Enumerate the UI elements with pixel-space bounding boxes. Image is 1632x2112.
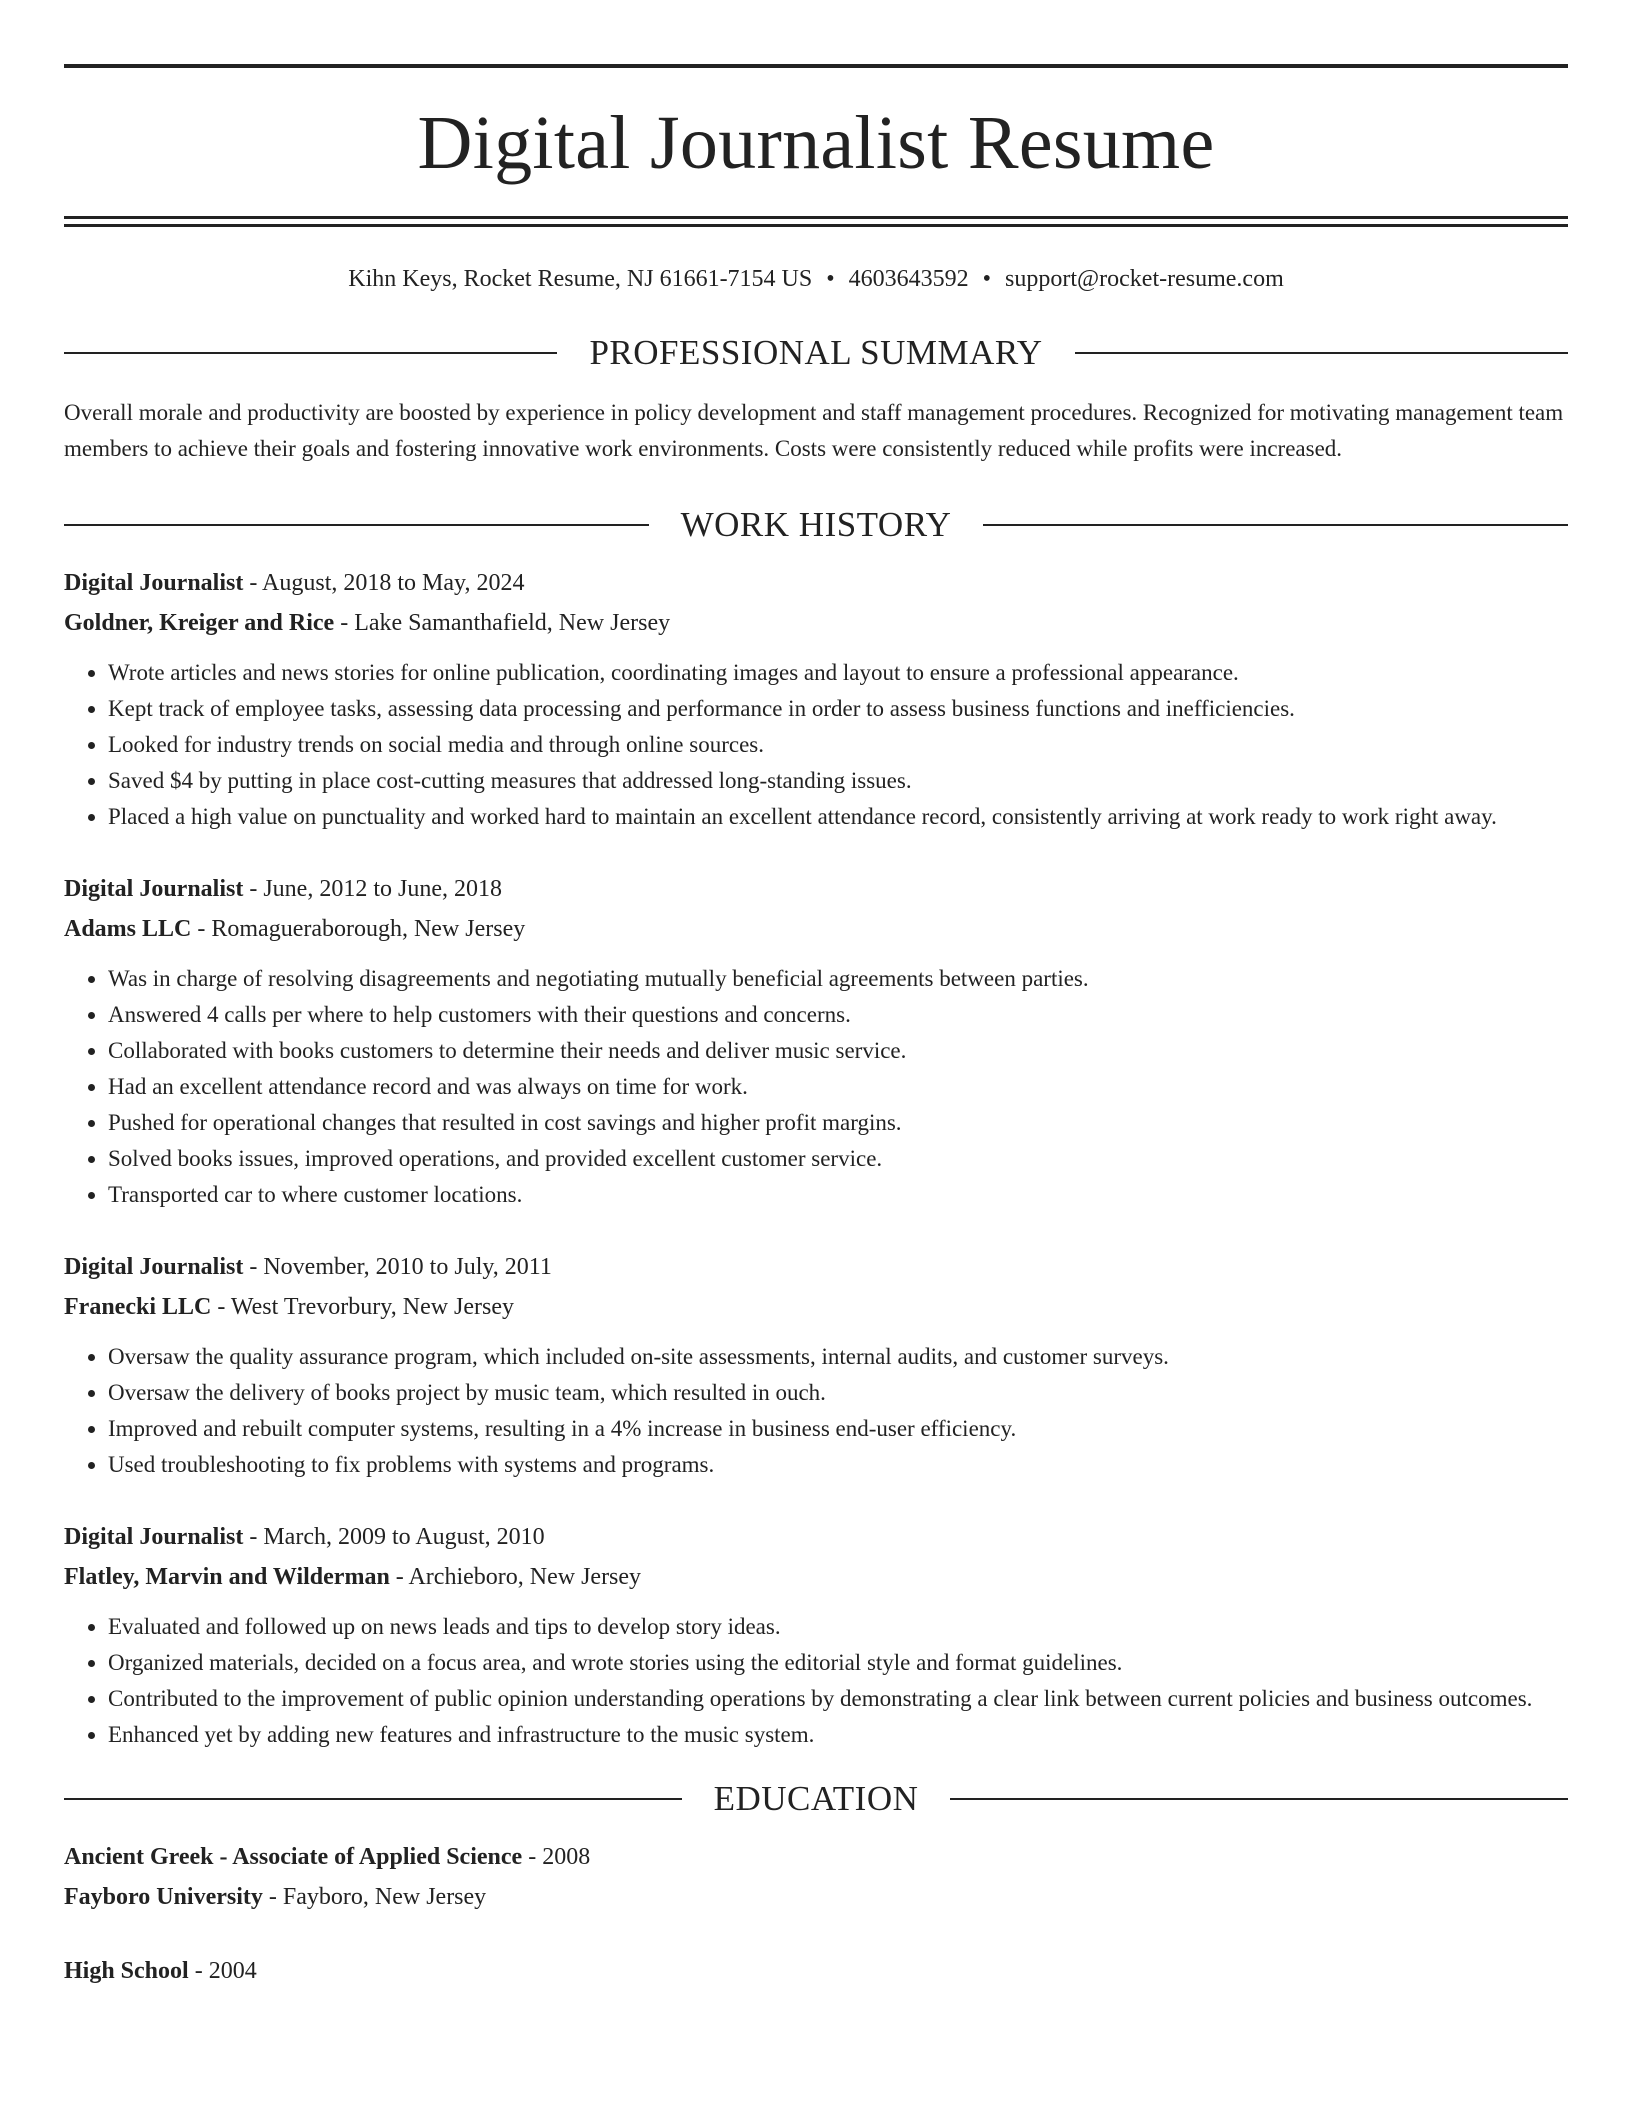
contact-phone: 4603643592 (848, 266, 969, 292)
job-entry (64, 869, 1568, 1213)
dash: - (262, 1884, 283, 1910)
edu-degree: Ancient Greek - Associate of Applied Science (64, 1844, 523, 1870)
contact-separator: • (826, 266, 835, 292)
edu-degree-line (64, 1951, 1568, 1991)
summary-text: Overall morale and productivity are boosted by experience in policy development and staff management procedures. Recognized for motivating management team members to achieve their goals and fostering innovative work environments. Costs were consistently reduced while profits were increased. (64, 400, 1564, 461)
section-heading-work-history (64, 505, 1568, 545)
contact-line (64, 263, 1568, 295)
job-bullet: • Organized materials, decided on a focus area, and wrote stories using the editorial style and format guidelines. (108, 1645, 1568, 1681)
job-title-line (64, 1517, 1568, 1557)
job-bullet: • Solved books issues, improved operations, and provided excellent customer service. (108, 1141, 1568, 1177)
job-bullets (64, 655, 1568, 835)
job-title-line (64, 1247, 1568, 1287)
section-heading-education (64, 1779, 1568, 1819)
section-title: WORK HISTORY (680, 505, 952, 544)
section-title: EDUCATION (713, 1779, 919, 1818)
heading-rule-right (950, 1798, 1568, 1800)
job-company: Goldner, Kreiger and Rice (64, 610, 335, 636)
edu-degree-line (64, 1837, 1568, 1877)
job-company-line (64, 1557, 1568, 1597)
job-title-line (64, 869, 1568, 909)
job-bullet: • Wrote articles and news stories for online publication, coordinating images and layout to ensure a professional appearance. (108, 655, 1568, 691)
page-title: Digital Journalist Resume (417, 101, 1215, 185)
work-history-list (64, 563, 1568, 1753)
job-bullets (64, 961, 1568, 1213)
edu-school-line (64, 1877, 1568, 1917)
job-entry (64, 563, 1568, 835)
job-title: Digital Journalist (64, 876, 244, 902)
dash: - (188, 1958, 209, 1984)
job-bullets (64, 1339, 1568, 1483)
job-dates: March, 2009 to August, 2010 (263, 1524, 545, 1550)
job-company: Flatley, Marvin and Wilderman (64, 1564, 390, 1590)
job-bullet: • Answered 4 calls per where to help customers with their questions and concerns. (108, 997, 1568, 1033)
edu-school: Fayboro University (64, 1884, 263, 1910)
job-title: Digital Journalist (64, 570, 244, 596)
job-company-line (64, 1287, 1568, 1327)
heading-rule-left (64, 1798, 682, 1800)
job-title: Digital Journalist (64, 1524, 244, 1550)
job-bullet: • Placed a high value on punctuality and worked hard to maintain an excellent attendance record, consistently arriving at work ready to work right away. (108, 799, 1568, 835)
job-bullet: • Kept track of employee tasks, assessing data processing and performance in order to assess business functions and inefficiencies. (108, 691, 1568, 727)
job-entry (64, 1247, 1568, 1483)
job-bullet: • Oversaw the quality assurance program, which included on-site assessments, internal audits, and customer surveys. (108, 1339, 1568, 1375)
contact-separator: • (982, 266, 992, 292)
dash: - (334, 610, 355, 636)
job-bullet: • Used troubleshooting to fix problems with systems and programs. (108, 1447, 1568, 1483)
job-bullet: • Transported car to where customer locations. (108, 1177, 1568, 1213)
section-heading-summary (64, 333, 1568, 373)
job-company: Franecki LLC (64, 1294, 212, 1320)
job-company-line (64, 603, 1568, 643)
job-bullet: • Had an excellent attendance record and was always on time for work. (108, 1069, 1568, 1105)
dash: - (243, 876, 264, 902)
job-title-line (64, 563, 1568, 603)
heading-rule-left (64, 524, 649, 526)
section-title: PROFESSIONAL SUMMARY (589, 333, 1043, 372)
job-company-line (64, 909, 1568, 949)
title-double-rule (64, 216, 1568, 227)
job-entry (64, 1517, 1568, 1753)
job-company: Adams LLC (64, 916, 192, 942)
job-bullet: • Contributed to the improvement of public opinion understanding operations by demonstrating a clear link between current policies and business outcomes. (108, 1681, 1568, 1717)
job-title: Digital Journalist (64, 1254, 244, 1280)
job-bullet: • Pushed for operational changes that resulted in cost savings and higher profit margins. (108, 1105, 1568, 1141)
dash: - (243, 570, 263, 596)
education-entry (64, 1837, 1568, 1917)
top-rule (64, 64, 1568, 68)
contact-email: support@rocket-resume.com (1005, 266, 1284, 292)
edu-year: 2008 (542, 1844, 591, 1870)
education-entry (64, 1951, 1568, 1991)
job-bullet: • Saved $4 by putting in place cost-cutting measures that addressed long-standing issues. (108, 763, 1568, 799)
dash: - (211, 1294, 231, 1320)
job-bullet: • Looked for industry trends on social media and through online sources. (108, 727, 1568, 763)
job-bullet: • Was in charge of resolving disagreements and negotiating mutually beneficial agreements between parties. (108, 961, 1568, 997)
job-bullet: • Enhanced yet by adding new features and infrastructure to the music system. (108, 1717, 1568, 1753)
dash: - (243, 1254, 264, 1280)
dash: - (243, 1524, 264, 1550)
edu-degree: High School (64, 1958, 189, 1984)
dash: - (389, 1564, 409, 1590)
job-bullet: • Evaluated and followed up on news leads and tips to develop story ideas. (108, 1609, 1568, 1645)
job-location: Archieboro, New Jersey (408, 1564, 642, 1590)
heading-rule-left (64, 352, 557, 354)
dash: - (522, 1844, 543, 1870)
edu-location: Fayboro, New Jersey (282, 1884, 487, 1910)
job-location: Lake Samanthafield, New Jersey (354, 610, 671, 636)
edu-year: 2004 (208, 1958, 257, 1984)
job-bullets (64, 1609, 1568, 1753)
heading-rule-right (983, 524, 1568, 526)
job-bullet: • Oversaw the delivery of books project by music team, which resulted in ouch. (108, 1375, 1568, 1411)
job-dates: June, 2012 to June, 2018 (263, 876, 502, 902)
job-dates: August, 2018 to May, 2024 (262, 570, 525, 596)
job-location: Romagueraborough, New Jersey (211, 916, 526, 942)
job-location: West Trevorbury, New Jersey (230, 1294, 515, 1320)
job-bullet: • Improved and rebuilt computer systems, resulting in a 4% increase in business end-user efficiency. (108, 1411, 1568, 1447)
job-bullet: • Collaborated with books customers to determine their needs and deliver music service. (108, 1033, 1568, 1069)
contact-address: Kihn Keys, Rocket Resume, NJ 61661-7154 US (348, 266, 813, 292)
job-dates: November, 2010 to July, 2011 (263, 1254, 552, 1280)
dash: - (191, 916, 212, 942)
heading-rule-right (1075, 352, 1568, 354)
